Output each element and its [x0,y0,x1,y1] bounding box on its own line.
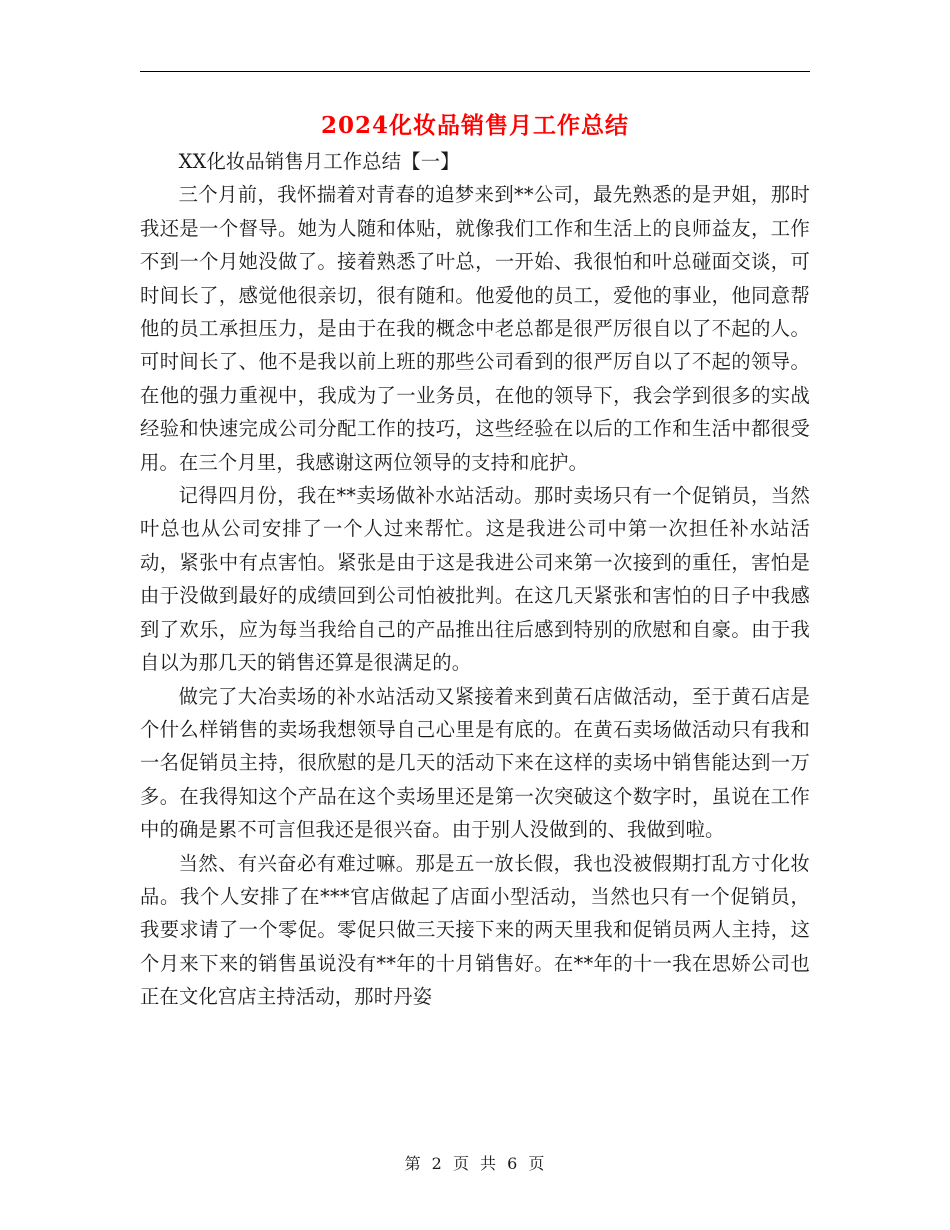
document-body [140,145,810,1014]
page-number: 第 2 页 共 6 页 [404,1154,546,1173]
body-paragraph: 记得四月份，我在**卖场做补水站活动。那时卖场只有一个促销员，当然叶总也从公司安排了一个人过来帮忙。这是我进公司中第一次担任补水站活动，紧张中有点害怕。紧张是由于这是我进公司来第一次接到的重任，害怕是由于没做到最好的成绩回到公司怕被批判。在这几天紧张和害怕的日子中我感到了欢乐，应为每当我给自己的产品推出往后感到特别的欣慰和自豪。由于我自以为那几天的销售还算是很满足的。 [140,484,810,675]
document-title: 2024化妆品销售月工作总结 [320,112,629,139]
section-heading: XX化妆品销售月工作总结【一】 [178,150,460,173]
body-paragraph: 做完了大冶卖场的补水站活动又紧接着来到黄石店做活动，至于黄石店是个什么样销售的卖场我想领导自己心里是有底的。在黄石卖场做活动只有我和一名促销员主持，很欣慰的是几天的活动下来在这样的卖场中销售能达到一万多。在我得知这个产品在这个卖场里还是第一次突破这个数字时，虽说在工作中的确是累不可言但我还是很兴奋。由于别人没做到的、我做到啦。 [140,684,810,842]
body-paragraph: 当然、有兴奋必有难过嘛。那是五一放长假，我也没被假期打乱方寸化妆品。我个人安排了在***官店做起了店面小型活动，当然也只有一个促销员，我要求请了一个零促。零促只做三天接下来的两天里我和促销员两人主持，这个月来下来的销售虽说没有**年的十月销售好。在**年的十一我在思娇公司也正在文化宫店主持活动，那时丹姿 [140,851,810,1009]
body-paragraph: 三个月前，我怀揣着对青春的追梦来到**公司，最先熟悉的是尹姐，那时我还是一个督导。她为人随和体贴，就像我们工作和生活上的良师益友，工作不到一个月她没做了。接着熟悉了叶总，一开始、我很怕和叶总碰面交谈，可时间长了，感觉他很亲切，很有随和。他爱他的员工，爱他的事业，他同意帮他的员工承担压力，是由于在我的概念中老总都是很严厉很自以了不起的人。可时间长了、他不是我以前上班的那些公司看到的很严厉自以了不起的领导。在他的强力重视中，我成为了一业务员，在他的领导下，我会学到很多的实战经验和快速完成公司分配工作的技巧，这些经验在以后的工作和生活中都很受用。在三个月里，我感谢这两位领导的支持和庇护。 [140,183,810,474]
header-rule [140,71,810,72]
